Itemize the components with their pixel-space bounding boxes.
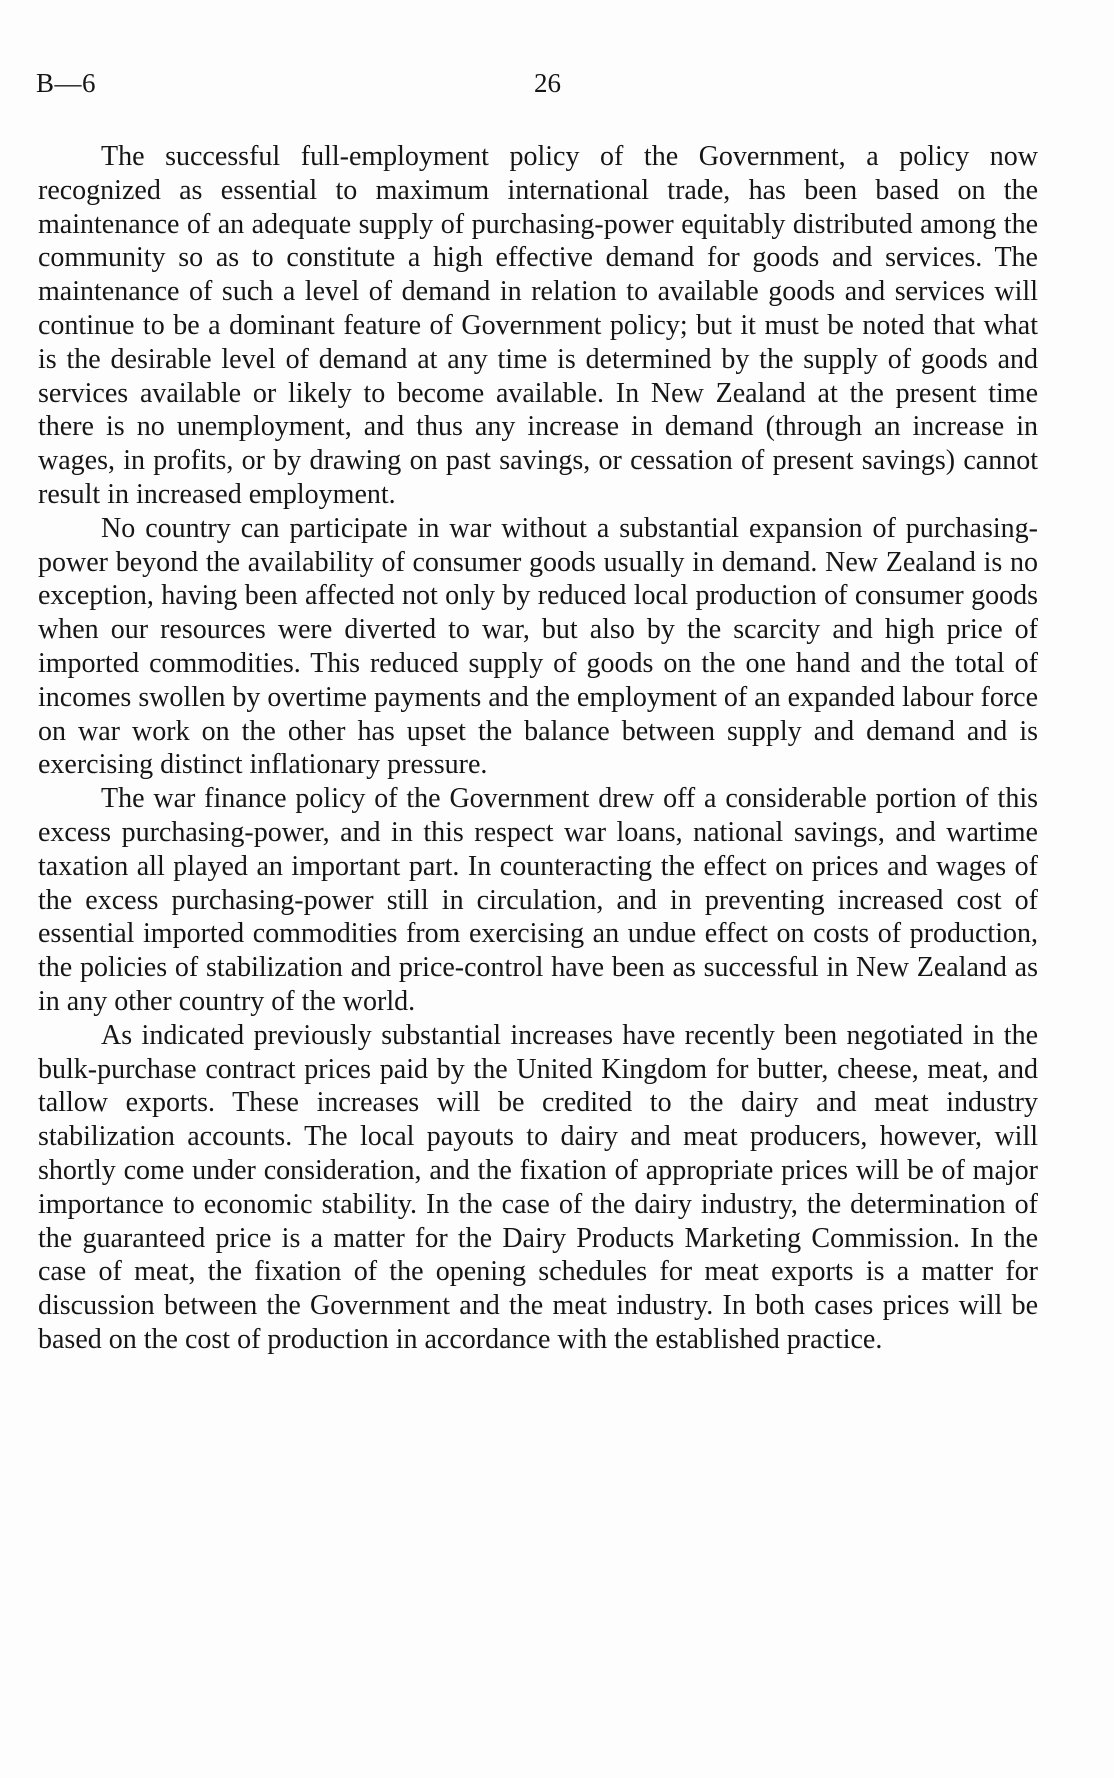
page-number: 26 <box>534 68 561 98</box>
paragraph-war-finance: The war finance policy of the Government drew off a considerable portion of this excess purchasing-power, and in this respect war loans, national savings, and wartime taxation all played an important part. In counteracting the effect on prices and wages of the excess purchasing-power still in circulation, and in preventing increased cost of essential imported commodities from exercising an undue effect on costs of production, the policies of stabilization and price-control have been as successful in New Zealand as in any other country of the world. <box>38 783 1038 1017</box>
paragraph-full-employment: The successful full-employment policy of the Government, a policy now recognized as essential to maximum international trade, has been based on the maintenance of an adequate supply of purchasing-power equitably distributed among the community so as to constitute a high effective demand for goods and services. The maintenance of such a level of demand in relation to available goods and services will continue to be a dominant feature of Government policy; but it must be noted that what is the desirable level of demand at any time is determined by the supply of goods and services available or likely to become available. In New Zealand at the present time there is no unemployment, and thus any increase in demand (through an increase in wages, in profits, or by drawing on past savings, or cessation of present savings) cannot result in increased employment. <box>38 141 1038 510</box>
body-text <box>38 140 1038 1357</box>
page-header <box>36 68 1036 108</box>
page-code: B—6 <box>36 68 97 98</box>
paragraph-war-expansion: No country can participate in war without a substantial expansion of purchasing-power beyond the availability of consumer goods usually in demand. New Zealand is no exception, having been affected not only by reduced local production of consumer goods when our resources were diverted to war, but also by the scarcity and high price of imported commodities. This reduced supply of goods on the one hand and the total of incomes swollen by overtime payments and the employment of an expanded labour force on war work on the other has upset the balance between supply and demand and is exercising distinct inflationary pressure. <box>38 512 1038 781</box>
paragraph-contract-prices: As indicated previously substantial increases have recently been negotiated in the bulk-purchase contract prices paid by the United Kingdom for butter, cheese, meat, and tallow exports. These increases will be credited to the dairy and meat industry stabilization accounts. The local payouts to dairy and meat producers, however, will shortly come under consideration, and the fixation of appropriate prices will be of major importance to economic stability. In the case of the dairy industry, the determination of the guaranteed price is a matter for the Dairy Products Marketing Commission. In the case of meat, the fixation of the opening schedules for meat exports is a matter for discussion between the Government and the meat industry. In both cases prices will be based on the cost of production in accordance with the established practice. <box>38 1019 1038 1355</box>
